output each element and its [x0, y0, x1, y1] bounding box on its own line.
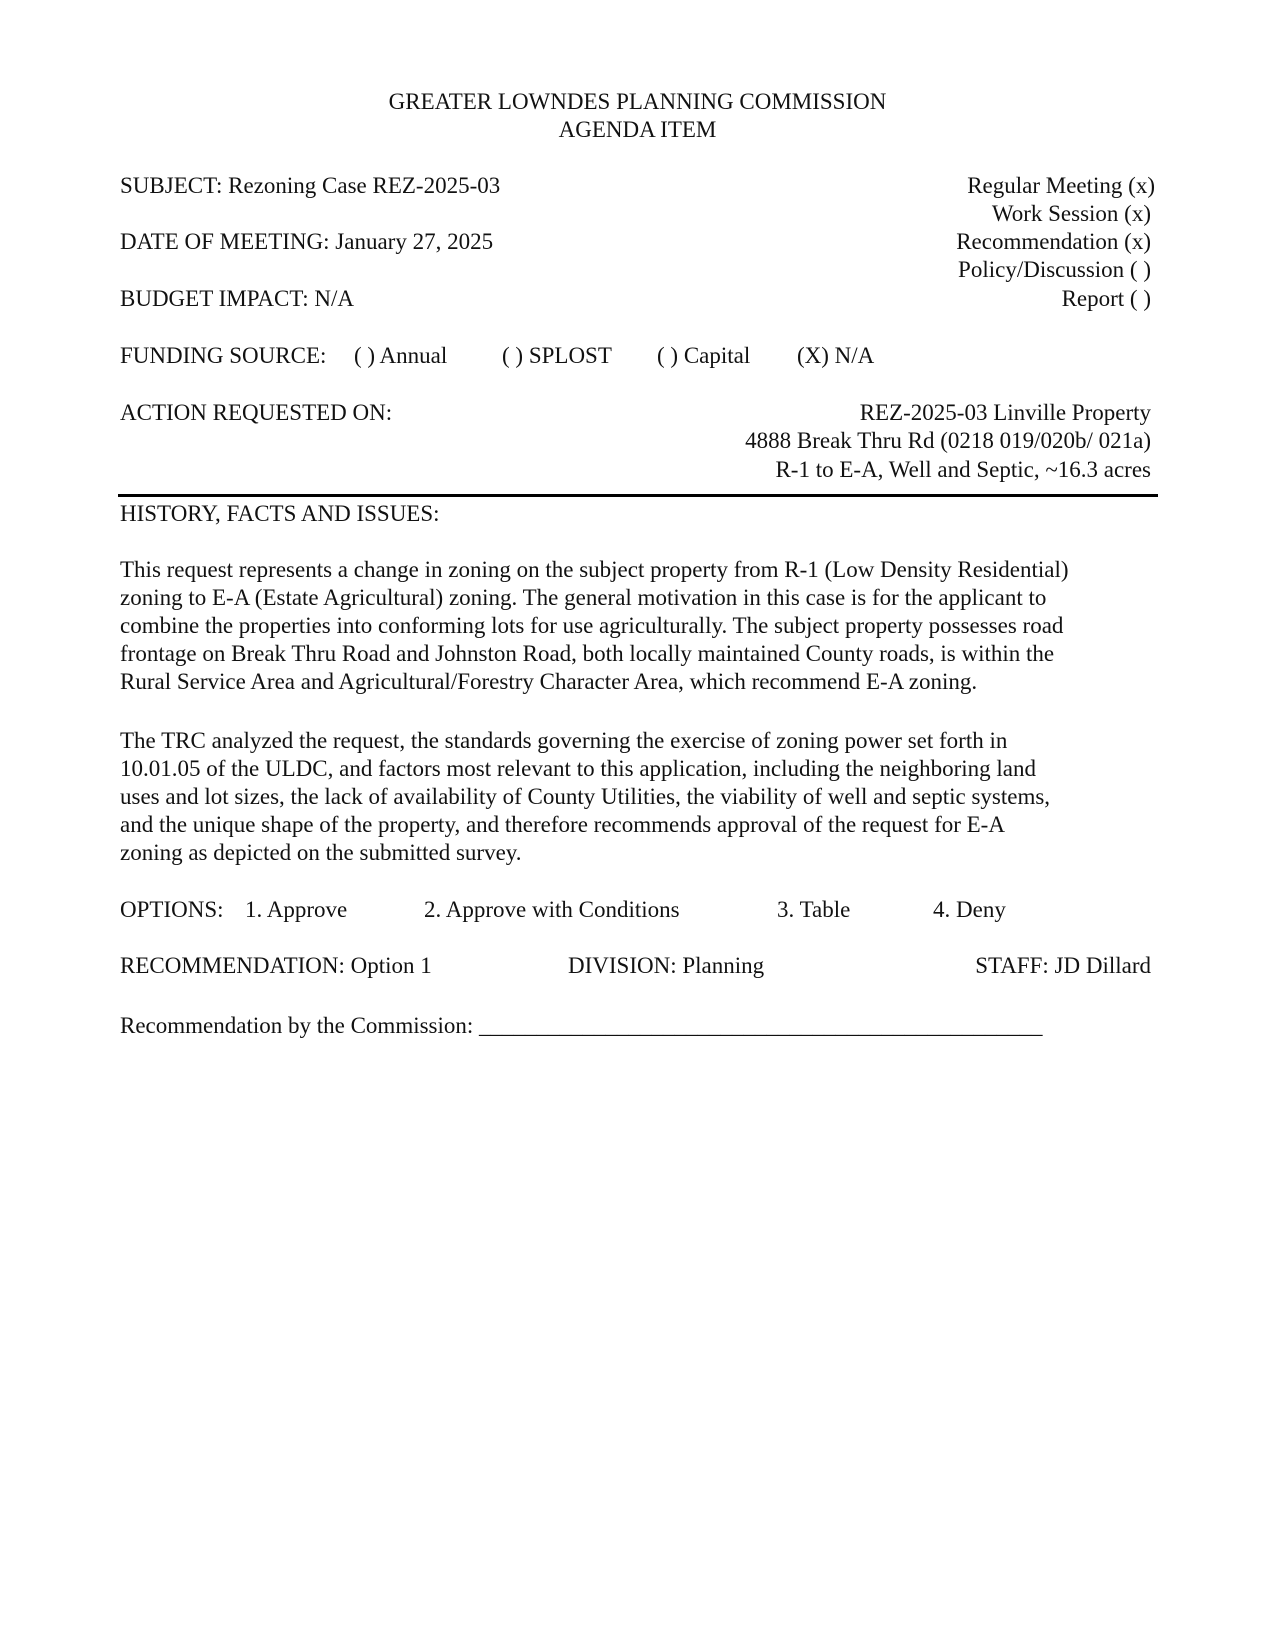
option-approve: 1. Approve: [245, 897, 348, 922]
org-title: GREATER LOWNDES PLANNING COMMISSION: [388, 89, 887, 114]
funding-option-capital: ( ) Capital: [657, 343, 751, 368]
option-table: 3. Table: [777, 897, 851, 922]
subject-line: SUBJECT: Rezoning Case REZ-2025-03: [120, 173, 501, 198]
paragraph-line: Rural Service Area and Agricultural/Forestry Character Area, which recommend E-A zoning.: [120, 669, 978, 694]
action-line-address: 4888 Break Thru Rd (0218 019/020b/ 021a): [745, 428, 1151, 453]
commission-recommendation: [120, 1012, 1043, 1040]
commission-blank: _________________________________________________: [479, 1013, 1043, 1038]
funding-option-na: (X) N/A: [797, 343, 875, 368]
commission-label: Recommendation by the Commission:: [120, 1013, 474, 1038]
recommendation-line: RECOMMENDATION: Option 1: [120, 953, 432, 978]
division-line: DIVISION: Planning: [568, 953, 765, 978]
funding-option-annual: ( ) Annual: [354, 343, 448, 368]
history-paragraph-1: [120, 556, 1158, 696]
paragraph-line: This request represents a change in zoning on the subject property from R-1 (Low Density Residential): [120, 557, 1069, 582]
history-paragraph-2: [120, 727, 1158, 867]
meeting-type-report: Report ( ): [1061, 286, 1151, 311]
funding-option-splost: ( ) SPLOST: [502, 343, 612, 368]
history-heading: HISTORY, FACTS AND ISSUES:: [120, 501, 440, 526]
meeting-type-work-session: Work Session (x): [991, 201, 1151, 226]
meeting-type-recommendation: Recommendation (x): [956, 229, 1151, 254]
funding-label: FUNDING SOURCE:: [120, 343, 327, 368]
paragraph-line: combine the properties into conforming lots for use agriculturally. The subject property possesses road: [120, 613, 1064, 638]
budget-impact: BUDGET IMPACT: N/A: [120, 286, 354, 311]
paragraph-line: The TRC analyzed the request, the standards governing the exercise of zoning power set forth in: [120, 728, 1008, 753]
action-line-zoning: R-1 to E-A, Well and Septic, ~16.3 acres: [775, 457, 1151, 482]
meeting-type-policy: Policy/Discussion ( ): [958, 257, 1151, 282]
paragraph-line: zoning as depicted on the submitted survey.: [120, 840, 522, 865]
options-label: OPTIONS:: [120, 897, 224, 922]
paragraph-line: frontage on Break Thru Road and Johnston Road, both locally maintained County roads, is within the: [120, 641, 1055, 666]
paragraph-line: zoning to E-A (Estate Agricultural) zoning. The general motivation in this case is for the applicant to: [120, 585, 1047, 610]
paragraph-line: 10.01.05 of the ULDC, and factors most relevant to this application, including the neighboring land: [120, 756, 1036, 781]
section-divider: [118, 494, 1158, 497]
date-of-meeting: DATE OF MEETING: January 27, 2025: [120, 229, 494, 254]
option-approve-with-conditions: 2. Approve with Conditions: [424, 897, 680, 922]
action-line-case: REZ-2025-03 Linville Property: [859, 400, 1151, 425]
paragraph-line: uses and lot sizes, the lack of availability of County Utilities, the viability of well and septic systems,: [120, 784, 1051, 809]
staff-line: STAFF: JD Dillard: [975, 953, 1151, 978]
meeting-type-regular: Regular Meeting (x): [967, 173, 1155, 198]
doc-type-title: AGENDA ITEM: [558, 117, 717, 142]
paragraph-line: and the unique shape of the property, and therefore recommends approval of the request for E-A: [120, 812, 1005, 837]
option-deny: 4. Deny: [933, 897, 1006, 922]
action-label: ACTION REQUESTED ON:: [120, 400, 393, 425]
